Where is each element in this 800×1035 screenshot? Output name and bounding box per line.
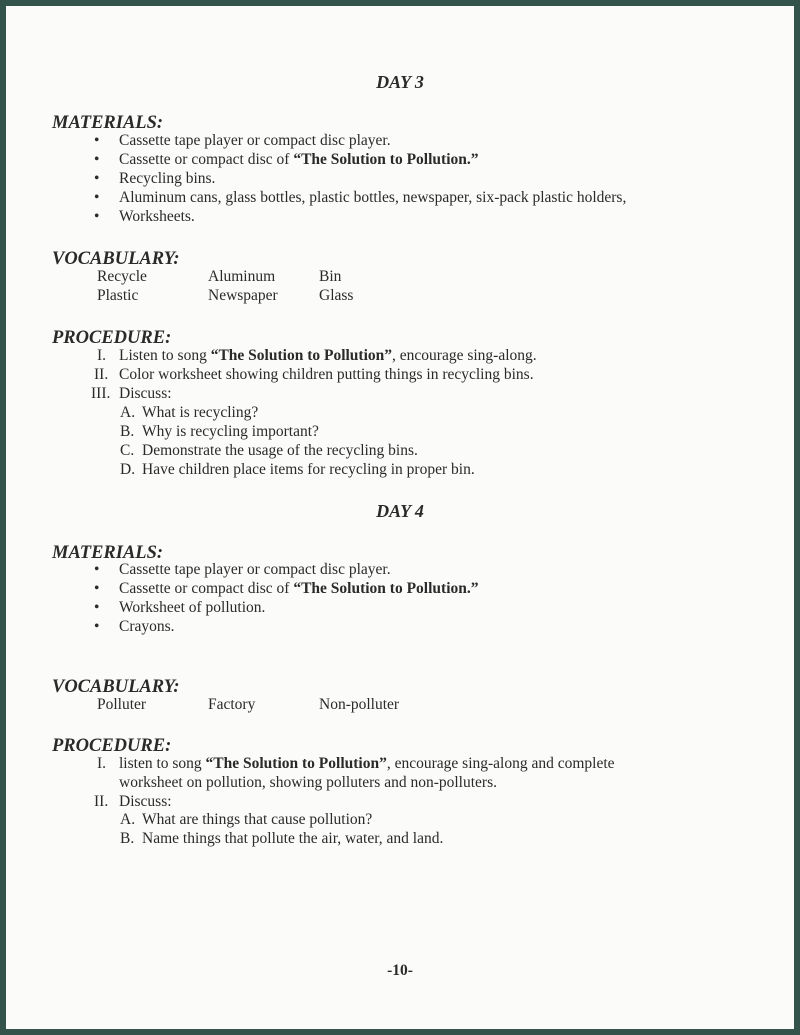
- list-item: Worksheets.: [119, 208, 195, 225]
- step-number: I.: [97, 755, 107, 772]
- step-number: II.: [94, 793, 109, 810]
- day4-procedure-heading: PROCEDURE:: [52, 736, 172, 756]
- discuss-item: What are things that cause pollution?: [142, 811, 373, 828]
- list-item: Cassette or compact disc of “The Solution to Pollution.”: [119, 151, 479, 168]
- vocab-word: Polluter: [97, 696, 147, 713]
- day3-title: DAY 3: [376, 72, 424, 92]
- discuss-item: Have children place items for recycling in proper bin.: [142, 461, 475, 478]
- list-item: Recycling bins.: [119, 170, 216, 187]
- bullet: •: [94, 170, 100, 187]
- list-item: Cassette tape player or compact disc player.: [119, 132, 391, 149]
- list-item: Worksheet of pollution.: [119, 599, 266, 616]
- discuss-item: Why is recycling important?: [142, 423, 319, 440]
- list-item: Cassette or compact disc of “The Solution to Pollution.”: [119, 580, 479, 597]
- procedure-step: listen to song “The Solution to Pollution”, encourage sing-along and complete: [119, 755, 615, 772]
- bullet: •: [94, 561, 100, 578]
- day4-materials-heading: MATERIALS:: [52, 543, 164, 563]
- list-item: Aluminum cans, glass bottles, plastic bottles, newspaper, six-pack plastic holders,: [119, 189, 627, 206]
- discuss-item: Name things that pollute the air, water, and land.: [142, 830, 444, 847]
- list-item: Cassette tape player or compact disc player.: [119, 561, 391, 578]
- vocab-word: Factory: [208, 696, 256, 713]
- vocab-word: Non-polluter: [319, 696, 400, 713]
- document-page: [6, 6, 794, 1029]
- bullet: •: [94, 151, 100, 168]
- vocab-word: Glass: [319, 287, 354, 304]
- day3-vocabulary-heading: VOCABULARY:: [52, 249, 180, 269]
- discuss-item: Demonstrate the usage of the recycling bins.: [142, 442, 418, 459]
- bullet: •: [94, 189, 100, 206]
- list-item: Crayons.: [119, 618, 175, 635]
- procedure-step: Color worksheet showing children putting things in recycling bins.: [119, 366, 534, 383]
- procedure-step: Discuss:: [119, 385, 172, 402]
- sub-letter: D.: [120, 461, 136, 478]
- procedure-step-continuation: worksheet on pollution, showing polluters and non-polluters.: [119, 774, 497, 791]
- day3-procedure-heading: PROCEDURE:: [52, 328, 172, 348]
- sub-letter: A.: [120, 811, 136, 828]
- sub-letter: A.: [120, 404, 136, 421]
- step-number: III.: [91, 385, 111, 402]
- vocab-word: Newspaper: [208, 287, 278, 304]
- sub-letter: B.: [120, 423, 135, 440]
- day3-materials-heading: MATERIALS:: [52, 113, 164, 133]
- vocab-word: Bin: [319, 268, 342, 285]
- bullet: •: [94, 132, 100, 149]
- step-number: I.: [97, 347, 107, 364]
- procedure-step: Discuss:: [119, 793, 172, 810]
- bullet: •: [94, 580, 100, 597]
- bullet: •: [94, 618, 100, 635]
- page-number: -10-: [387, 962, 413, 979]
- day4-vocabulary-heading: VOCABULARY:: [52, 677, 180, 697]
- vocab-word: Plastic: [97, 287, 139, 304]
- step-number: II.: [94, 366, 109, 383]
- discuss-item: What is recycling?: [142, 404, 259, 421]
- sub-letter: B.: [120, 830, 135, 847]
- day4-title: DAY 4: [376, 501, 424, 521]
- bullet: •: [94, 599, 100, 616]
- vocab-word: Recycle: [97, 268, 147, 285]
- procedure-step: Listen to song “The Solution to Pollution”, encourage sing-along.: [119, 347, 537, 364]
- bullet: •: [94, 208, 100, 225]
- vocab-word: Aluminum: [208, 268, 276, 285]
- sub-letter: C.: [120, 442, 135, 459]
